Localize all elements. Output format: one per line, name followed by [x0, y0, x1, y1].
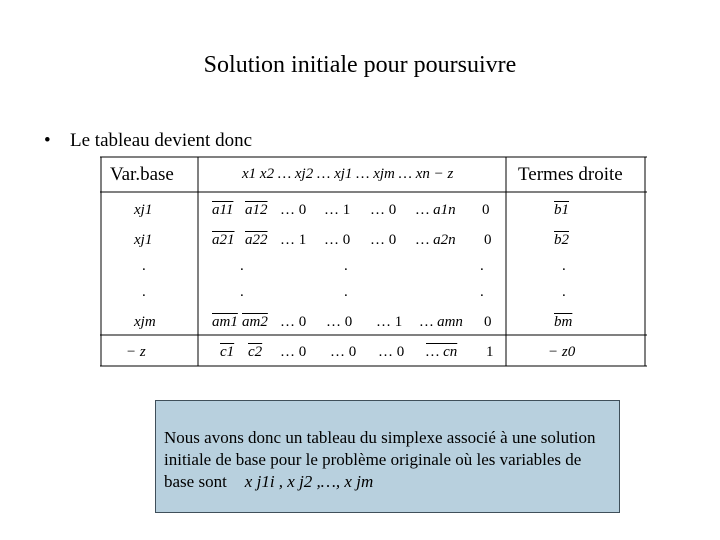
row4-dot-3: .: [480, 284, 484, 300]
header-variables: x1 x2 … xj2 … xj1 … xjm … xn − z: [242, 166, 454, 182]
row4-dot-1: .: [240, 284, 244, 300]
row4-base: .: [142, 284, 146, 300]
row6-rhs: − z0: [548, 344, 576, 360]
row2-base: xj1: [134, 232, 153, 248]
row5-coeff-5: … 1: [376, 314, 403, 330]
simplex-tableau: [100, 155, 647, 367]
row2-coeff-2: a22: [245, 232, 268, 248]
row2-coeff-3: … 1: [280, 232, 307, 248]
row6-coeff-3: … 0: [280, 344, 307, 360]
row6-coeff-7: 1: [486, 344, 494, 360]
bullet-text: Le tableau devient donc: [70, 130, 253, 151]
row2-coeff-4: … 0: [324, 232, 351, 248]
row2-coeff-1: a21: [212, 232, 235, 248]
row6-coeff-2: c2: [248, 344, 263, 360]
header-termes-droite: Termes droite: [518, 164, 623, 185]
row3-dot-3: .: [480, 258, 484, 274]
slide-title: Solution initiale pour poursuivre: [203, 52, 517, 78]
row2-coeff-7: 0: [484, 232, 492, 248]
row1-base: xj1: [134, 202, 153, 218]
row1-coeff-5: … 0: [370, 202, 397, 218]
row4-rhs: .: [562, 284, 566, 300]
row5-base: xjm: [134, 314, 156, 330]
callout-variables: x j1i , x j2 ,…, x jm: [244, 472, 374, 491]
row3-dot-1: .: [240, 258, 244, 274]
row5-coeff-3: … 0: [280, 314, 307, 330]
callout-text: Nous avons donc un tableau du simplexe associé à une solution initiale de base pour le problème originale où les variables de base sont: [164, 428, 596, 491]
row6-coeff-6: … cn: [426, 344, 458, 360]
row5-coeff-1: am1: [212, 314, 238, 330]
row2-rhs: b2: [554, 232, 569, 248]
row1-rhs: b1: [554, 202, 569, 218]
row1-coeff-4: … 1: [324, 202, 351, 218]
row1-coeff-3: … 0: [280, 202, 307, 218]
row5-coeff-6: … amn: [420, 314, 463, 330]
row2-coeff-6: … a2n: [416, 232, 456, 248]
row6-coeff-1: c1: [220, 344, 235, 360]
row6-coeff-5: … 0: [378, 344, 405, 360]
row1-coeff-2: a12: [245, 202, 268, 218]
row5-rhs: $\overline{bm}$: [554, 314, 573, 330]
bullet-dot-icon: •: [44, 130, 51, 151]
row3-base: .: [142, 258, 146, 274]
row3-dot-2: .: [344, 258, 348, 274]
row2-coeff-5: … 0: [370, 232, 397, 248]
row1-coeff-6: … a1n: [416, 202, 456, 218]
row5-coeff-4: … 0: [326, 314, 353, 330]
conclusion-callout: [155, 400, 620, 513]
header-var-base: Var.base: [110, 164, 174, 185]
row5-coeff-2: am2: [242, 314, 268, 330]
row3-rhs: .: [562, 258, 566, 274]
row5-coeff-7: 0: [484, 314, 492, 330]
row4-dot-2: .: [344, 284, 348, 300]
bullet-line: [44, 130, 252, 152]
row6-coeff-4: … 0: [330, 344, 357, 360]
row1-coeff-1: a11: [212, 202, 234, 218]
row6-base: − z: [126, 344, 146, 360]
row1-coeff-7: 0: [482, 202, 490, 218]
